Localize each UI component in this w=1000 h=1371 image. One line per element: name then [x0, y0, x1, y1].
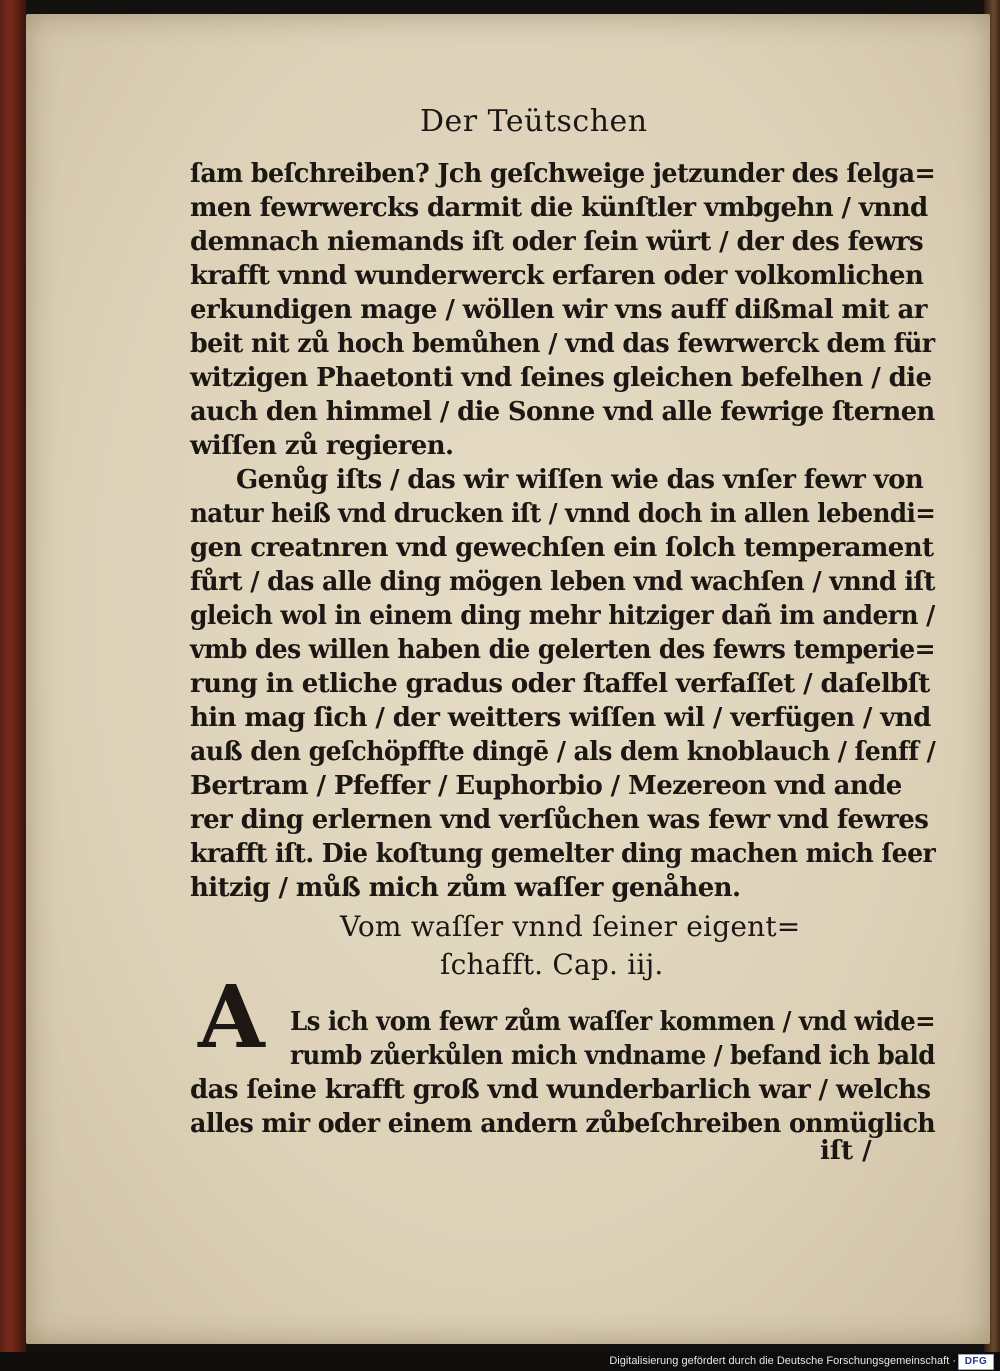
- body-line: beit nit zů hoch bemůhen / vnd das fewrwerck dem für: [190, 329, 935, 359]
- body-line: fůrt / das alle ding mögen leben vnd wachſen / vnnd iſt: [190, 567, 935, 597]
- body-line: rer ding erlernen vnd verſůchen was fewr vnd fewres: [190, 805, 929, 835]
- dfg-logo: DFG: [958, 1354, 994, 1370]
- catchword: iſt /: [820, 1136, 872, 1166]
- body-line: vmb des willen haben die gelerten des fewrs temperie=: [190, 635, 936, 665]
- body-line: demnach niemands iſt oder ſein würt / der des fewrs: [190, 227, 924, 257]
- body-line: men fewrwercks darmit die künſtler vmbgehn / vnnd: [190, 193, 928, 223]
- chapter-line: alles mir oder einem andern zůbeſchreiben onmüglich: [190, 1109, 936, 1139]
- body-line: natur heiß vnd drucken iſt / vnnd doch in allen lebendi=: [190, 499, 936, 529]
- body-line: hitzig / můß mich zům waſſer genåhen.: [190, 873, 741, 903]
- body-line: gleich wol in einem ding mehr hitziger dañ im andern /: [190, 601, 935, 631]
- body-line: auß den geſchöpffte dingē / als dem knoblauch / ſenff /: [190, 737, 936, 767]
- body-line: ſam beſchreiben? Jch geſchweige jetzunder des ſelga=: [190, 159, 936, 189]
- book-spine-edge: [0, 0, 26, 1352]
- body-line: krafft vnnd wunderwerck erfaren oder volkomlichen: [190, 261, 924, 291]
- body-line: auch den himmel / die Sonne vnd alle fewrige ſternen: [190, 397, 935, 427]
- running-head: Der Teütschen: [420, 104, 648, 139]
- body-line: hin mag ſich / der weitters wiſſen wil / verfügen / vnd: [190, 703, 931, 733]
- body-line: rung in etliche gradus oder ſtaffel verfaſſet / daſelbſt: [190, 669, 930, 699]
- body-line: gen creatnren vnd gewechſen ein ſolch temperament: [190, 533, 934, 563]
- chapter-line: das ſeine krafft groß vnd wunderbarlich war / welchs: [190, 1075, 931, 1105]
- body-line: Genůg iſts / das wir wiſſen wie das vnſer fewr von: [236, 465, 924, 495]
- decorated-initial: A: [198, 967, 265, 1068]
- chapter-line: Ls ich vom fewr zům waſſer kommen / vnd wide=: [290, 1007, 936, 1037]
- body-line: witzigen Phaetonti vnd ſeines gleichen befelhen / die: [190, 363, 932, 393]
- funding-credit: Digitalisierung gefördert durch die Deutsche Forschungsgemeinschaft ·: [609, 1355, 956, 1367]
- body-line: erkundigen mage / wöllen wir vns auff dißmal mit ar: [190, 295, 927, 325]
- body-line: Bertram / Pfeffer / Euphorbio / Mezereon vnd ande: [190, 771, 902, 801]
- chapter-heading-line: ſchafft. Cap. iij.: [440, 948, 664, 981]
- body-line: krafft iſt. Die koſtung gemelter ding machen mich ſeer: [190, 839, 936, 869]
- chapter-line: rumb zůerkůlen mich vndname / befand ich bald: [290, 1041, 935, 1071]
- body-line: wiſſen zů regieren.: [190, 431, 454, 461]
- chapter-heading-line: Vom waſſer vnnd ſeiner eigent=: [340, 910, 801, 943]
